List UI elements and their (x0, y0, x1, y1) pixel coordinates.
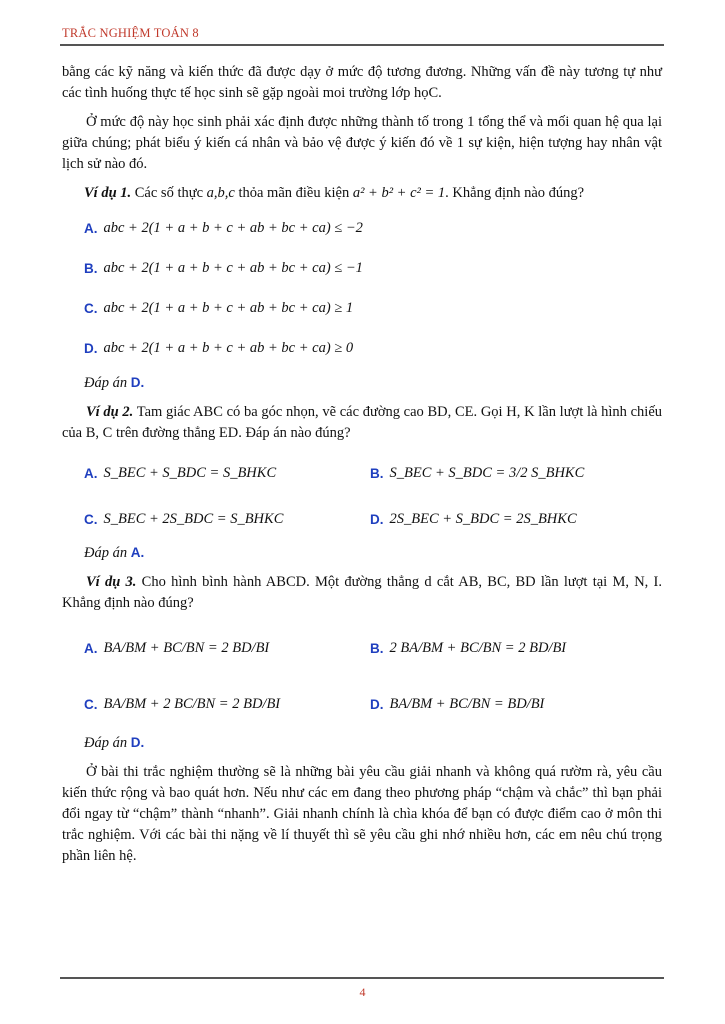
option: B. S_BEC + S_BDC = 3/2 S_BHKC (370, 464, 585, 481)
option: C. BA/BM + 2 BC/BN = 2 BD/BI (84, 695, 281, 712)
option: B. 2 BA/BM + BC/BN = 2 BD/BI (370, 639, 567, 656)
option: A. S_BEC + S_BDC = S_BHKC (84, 464, 277, 481)
option-row (84, 450, 662, 496)
answer: Đáp án D. (84, 375, 145, 391)
footer-rule (60, 977, 664, 979)
paragraph: bằng các kỹ năng và kiến thức đã được dạy ở mức độ tương đương. Những vấn đề này tương tự như các tình huống thực tế học sinh sẽ gặp ngoài moi trường lớp họC. (62, 64, 662, 101)
option: C. S_BEC + 2S_BDC = S_BHKC (84, 510, 284, 527)
option-row (84, 620, 662, 676)
example-2-statement: Ví dụ 2. Tam giác ABC có ba góc nhọn, vẽ các đường cao BD, CE. Gọi H, K lần lượt là hình chiếu của B, C trên đường thẳng ED. Đáp án nào đúng? (62, 404, 662, 441)
option-row (84, 496, 662, 542)
option: B. abc + 2(1 + a + b + c + ab + bc + ca) ≤ −1 (84, 259, 363, 276)
option: D. 2S_BEC + S_BDC = 2S_BHKC (370, 510, 577, 527)
answer: Đáp án A. (84, 545, 145, 561)
paragraph: Ở mức độ này học sinh phải xác định được những thành tố trong 1 tổng thể và mối quan hệ qua lại giữa chúng; phát biểu ý kiến cá nhân và bảo vệ được ý kiến đó về 1 sự kiện, hiện tượng hay nhân vật lịch sử nào đó. (62, 114, 662, 172)
option-row (84, 676, 662, 732)
option: C. abc + 2(1 + a + b + c + ab + bc + ca) ≥ 1 (84, 299, 354, 316)
page-body (62, 62, 662, 867)
example-label: Ví dụ 1. (84, 185, 132, 201)
running-header: TRẮC NGHIỆM TOÁN 8 (62, 26, 199, 40)
option: A. abc + 2(1 + a + b + c + ab + bc + ca) ≤ −2 (84, 219, 363, 236)
page-number: 4 (359, 985, 366, 999)
condition: a² + b² + c² = 1 (352, 185, 446, 201)
option: D. abc + 2(1 + a + b + c + ab + bc + ca) ≥ 0 (84, 339, 354, 356)
option: D. BA/BM + BC/BN = BD/BI (370, 695, 545, 712)
option: A. BA/BM + BC/BN = 2 BD/BI (84, 639, 270, 656)
example-3-statement: Ví dụ 3. Cho hình bình hành ABCD. Một đường thẳng d cắt AB, BC, BD lần lượt tại M, N, I. Khẳng định nào đúng? (62, 574, 663, 611)
paragraph: Ở bài thi trắc nghiệm thường sẽ là những bài yêu cầu giải nhanh và không quá rườm rà, yêu cầu kiến thức rộng và bao quát hơn. Nếu như các em đang theo phương pháp “chậm và chắc” thì bạn phải đổi ngay từ “chậm” thành “nhanh”. Giải nhanh chính là chìa khóa để bạn có được điểm cao ở môn thi trắc nghiệm. Với các bài thi nặng về lí thuyết thì sẽ yêu cầu ghi nhớ nhiều hơn, các em nêu chú trọng phần liên hệ. (62, 764, 662, 864)
example-1-statement: Ví dụ 1. Các số thực a,b,c thỏa mãn điều kiện a² + b² + c² = 1. Khẳng định nào đúng? (84, 185, 585, 201)
header-rule (60, 44, 664, 46)
answer: Đáp án D. (84, 735, 145, 751)
